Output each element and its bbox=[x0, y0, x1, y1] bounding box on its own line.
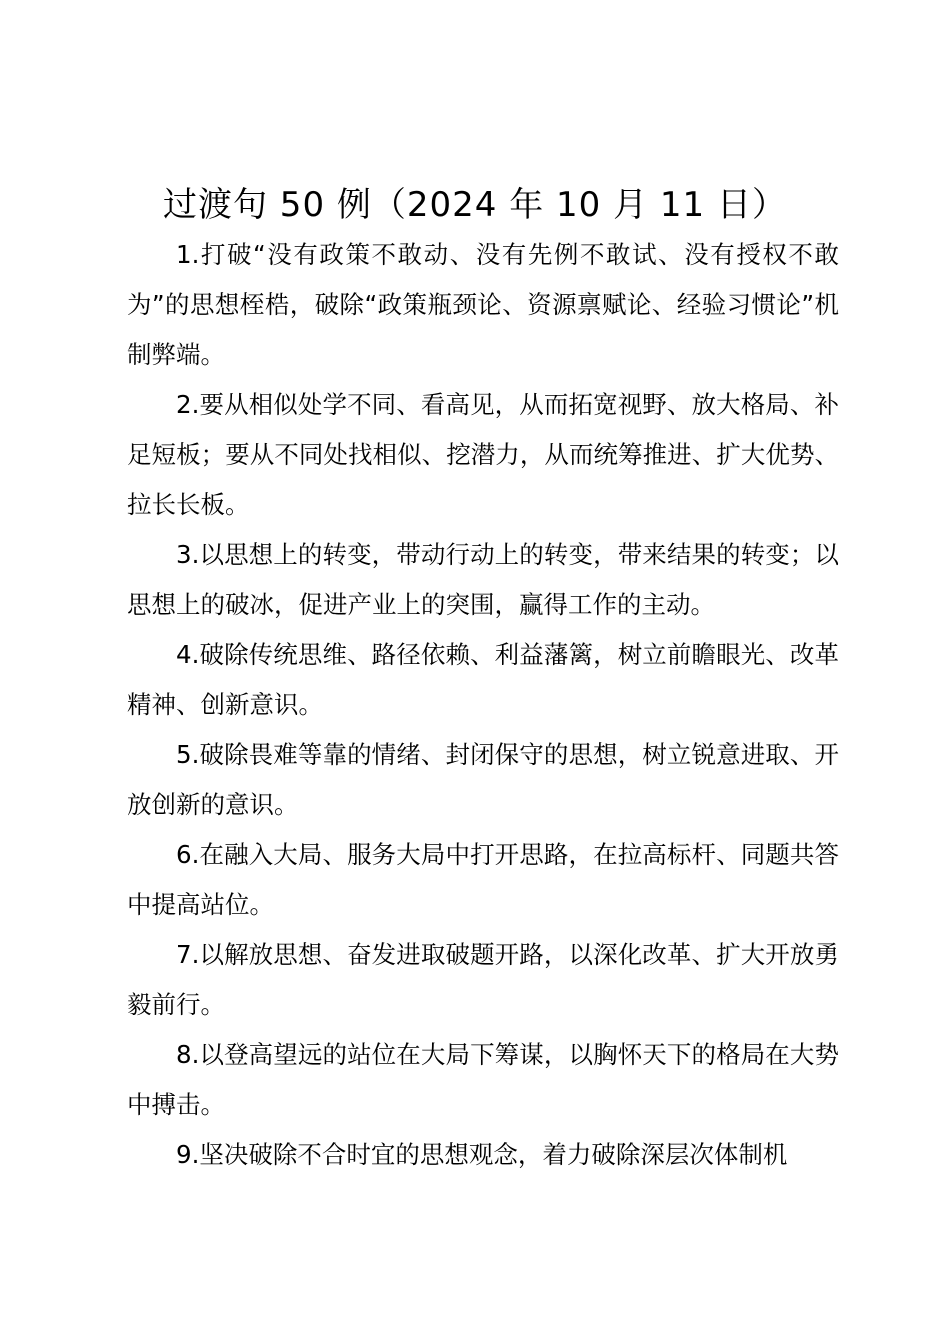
paragraph-3: 3.以思想上的转变，带动行动上的转变，带来结果的转变；以思想上的破冰，促进产业上的突围，赢得工作的主动。 bbox=[127, 540, 839, 619]
paragraph-2: 2.要从相似处学不同、看高见，从而拓宽视野、放大格局、补足短板；要从不同处找相似、挖潜力，从而统筹推进、扩大优势、拉长长板。 bbox=[127, 390, 839, 519]
paragraph-7: 7.以解放思想、奋发进取破题开路，以深化改革、扩大开放勇毅前行。 bbox=[127, 940, 839, 1019]
paragraph-4: 4.破除传统思维、路径依赖、利益藩篱，树立前瞻眼光、改革精神、创新意识。 bbox=[127, 640, 839, 719]
paragraph-1: 1.打破“没有政策不敢动、没有先例不敢试、没有授权不敢为”的思想桎梏，破除“政策瓶颈论、资源禀赋论、经验习惯论”机制弊端。 bbox=[127, 240, 839, 369]
paragraph-5: 5.破除畏难等靠的情绪、封闭保守的思想，树立锐意进取、开放创新的意识。 bbox=[127, 740, 839, 819]
paragraph-9: 9.坚决破除不合时宜的思想观念，着力破除深层次体制机 bbox=[176, 1140, 788, 1169]
paragraph-8: 8.以登高望远的站位在大局下筹谋，以胸怀天下的格局在大势中搏击。 bbox=[127, 1040, 839, 1119]
document-title: 过渡句 50 例（2024 年 10 月 11 日） bbox=[163, 185, 787, 225]
document-body bbox=[127, 230, 839, 1180]
paragraph-6: 6.在融入大局、服务大局中打开思路，在拉高标杆、同题共答中提高站位。 bbox=[127, 840, 839, 919]
